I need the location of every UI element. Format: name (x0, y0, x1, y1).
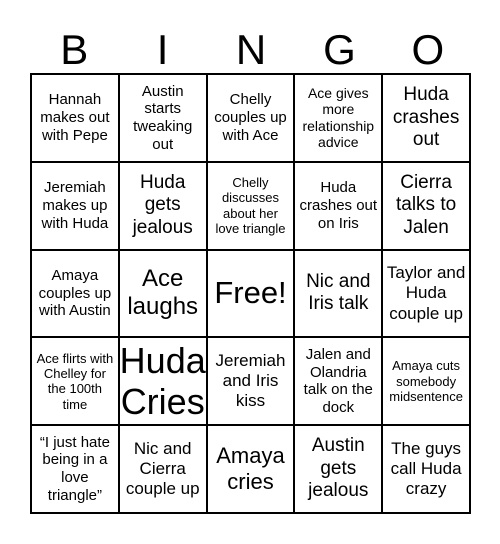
cell-text: Ace gives more relationship advice (302, 84, 375, 151)
bingo-cell[interactable] (119, 74, 207, 162)
bingo-cell[interactable] (382, 74, 470, 162)
bingo-cell[interactable] (382, 425, 470, 513)
cell-text: Huda Cries (119, 339, 206, 423)
cell-text: Amaya cuts somebody midsentence (389, 358, 463, 404)
bingo-cell[interactable] (382, 162, 470, 250)
bingo-cell[interactable] (294, 74, 382, 162)
header-letter-i: I (156, 26, 169, 73)
bingo-cell[interactable] (119, 425, 207, 513)
bingo-cell[interactable] (294, 337, 382, 425)
bingo-cell[interactable] (207, 425, 295, 513)
bingo-cell[interactable] (31, 337, 119, 425)
header-letter-g: G (323, 26, 356, 73)
cell-text: Ace laughs (127, 265, 199, 321)
cell-text: Huda crashes out (392, 84, 460, 151)
cell-text: Amaya cries (216, 443, 285, 495)
bingo-header (30, 28, 472, 72)
cell-text: Hannah makes out with Pepe (40, 91, 110, 144)
bingo-cell[interactable] (31, 425, 119, 513)
cell-text: Chelly couples up with Ace (214, 91, 287, 144)
cell-text: “I just hate being in a love triangle” (39, 433, 110, 504)
cell-text: Huda crashes out on Iris (299, 179, 378, 232)
header-letter-n: N (235, 26, 267, 73)
bingo-cell[interactable] (31, 74, 119, 162)
bingo-cell[interactable] (31, 250, 119, 338)
cell-text: Austin starts tweaking out (133, 82, 193, 153)
bingo-cell[interactable] (382, 250, 470, 338)
cell-text: Austin gets jealous (308, 435, 369, 502)
bingo-grid (30, 73, 471, 514)
bingo-cell[interactable] (294, 250, 382, 338)
header-letter-o: O (411, 26, 445, 73)
cell-text: Cierra talks to Jalen (395, 172, 457, 238)
free-space-text: Free! (214, 275, 287, 311)
bingo-cell[interactable] (207, 162, 295, 250)
bingo-cell[interactable] (207, 337, 295, 425)
cell-text: Nic and Cierra couple up (125, 439, 200, 499)
bingo-cell[interactable] (294, 425, 382, 513)
bingo-cell[interactable] (294, 162, 382, 250)
cell-text: The guys call Huda crazy (390, 439, 462, 499)
cell-text: Taylor and Huda couple up (386, 263, 466, 323)
free-space[interactable] (207, 250, 295, 338)
header-letter-b: B (60, 26, 89, 73)
bingo-cell[interactable] (382, 337, 470, 425)
bingo-cell[interactable] (119, 250, 207, 338)
cell-text: Chelly discusses about her love triangle (215, 175, 286, 237)
cell-text: Amaya couples up with Austin (38, 266, 112, 320)
cell-text: Ace flirts with Chelley for the 100th time (36, 350, 114, 412)
cell-text: Jalen and Olandria talk on the dock (303, 345, 373, 416)
bingo-cell[interactable] (119, 337, 207, 425)
cell-text: Jeremiah and Iris kiss (215, 351, 286, 411)
bingo-cell[interactable] (207, 74, 295, 162)
bingo-cell[interactable] (31, 162, 119, 250)
cell-text: Jeremiah makes up with Huda (41, 179, 109, 232)
cell-text: Huda gets jealous (132, 172, 193, 238)
cell-text: Nic and Iris talk (306, 271, 371, 315)
bingo-cell[interactable] (119, 162, 207, 250)
